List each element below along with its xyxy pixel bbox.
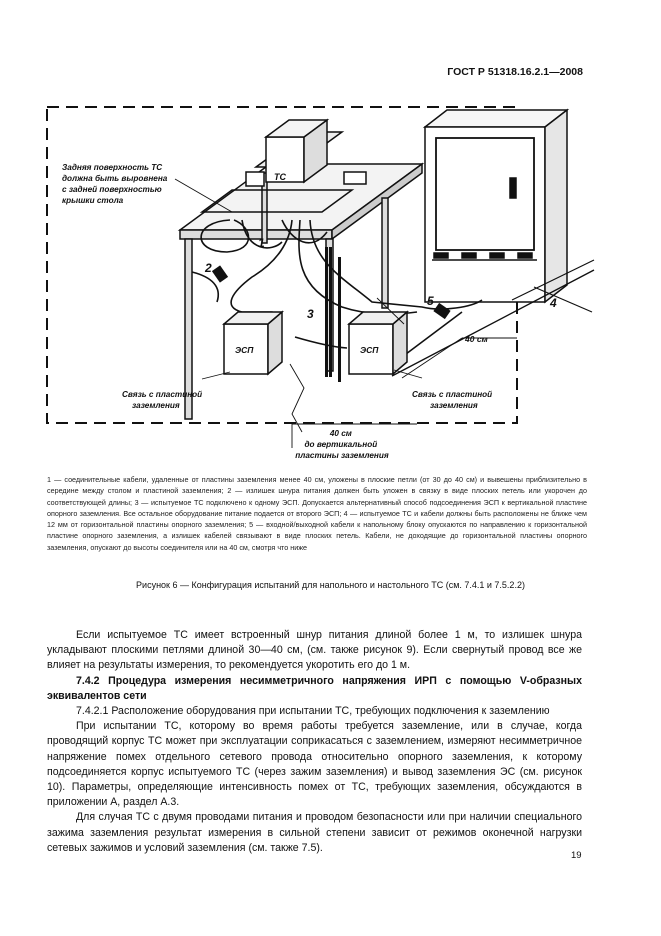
esp-right — [349, 312, 407, 374]
paragraph-2: 7.4.2.1 Расположение оборудования при испытании ТС, требующих подключения к заземлению — [76, 705, 550, 718]
dist-right-label: 40 см — [465, 334, 488, 344]
paragraph-1: Если испытуемое ТС имеет встроенный шнур питания длиной более 1 м, то излишек шнура укладывают плоскими петлями длиной 30—40 см, (см. также рисунок 9). Если свернутый провод все же влияет на результаты измерения, то рекомендуется укоротить его до 1 м. — [47, 629, 582, 672]
eut-label: ТС — [274, 172, 286, 182]
esp-left — [224, 312, 282, 374]
figure-title: Рисунок 6 — Конфигурация испытаний для напольного и настольного ТС (см. 7.4.1 и 7.5.2.2) — [136, 580, 525, 590]
document-header: ГОСТ Р 51318.16.2.1—2008 — [447, 66, 583, 78]
paragraph-3: При испытании ТС, которому во время работы требуется заземление, или в случае, когда проводящий корпус ТС может при эксплуатации соприкасаться с заземлением, измеряют несимметричное напряжение помех отдельного сетевого провода относительно опорного заземления, к которому подсоединяется корпус испытуемого ТС (через зажим заземления) и вывод заземления ЭС (см. рисунок 10). Параметры, определяющие интенсивность помех от ТС, требующих заземления, обсуждаются в приложении А, раздел А.3. — [47, 720, 582, 809]
page-number: 19 — [571, 850, 582, 861]
floor-cabinet — [425, 110, 567, 302]
figure-notes — [47, 474, 587, 553]
section-heading: 7.4.2 Процедура измерения несимметричного напряжения ИРП с помощью V-образных эквивалентов сети — [47, 674, 582, 702]
notes-text: 1 — соединительные кабели, удаленные от пластины заземления менее 40 см, уложены в плоские петли (от 30 до 40 см) и вывешены приблизительно в середине между столом и пластиной заземления; 2 — излишек шнура питания должен быть уложен в связку в виде плоских петель или укорочен до соответствующей длины; 3 — испытуемое ТС подключено к одному ЭСП. Допускается альтернативный способ подсоединения ЭСП к вертикальной пластине опорного заземления. Все остальное оборудование питание подается от второго ЭСП; 4 — испытуемое ТС и кабели должны быть расположены не ближе чем 12 мм от горизонтальной пластины опорного заземления; 5 — входной/выходной кабели к напольному блоку опускаются по направлению к горизонтальной пластине опорного заземления, а излишек кабелей связывают в виде плоских петель. Кабели, не доходящие до горизонтальной пластины опорного заземления, опускают до высоты соединителя или на 40 см, смотря что ниже — [47, 475, 587, 552]
label-5: 5 — [427, 294, 434, 308]
paragraph-4: Для случая ТС с двумя проводами питания и проводом безопасности или при наличии специального зажима заземления результат измерения в сильной степени зависит от режимов оконечной нагрузки сетевых зажимов и условий заземления (см. также 7.5). — [47, 811, 582, 854]
back-surface-note: Задняя поверхность ТС должна быть выровнена с задней поверхностью крышки стола — [62, 163, 168, 205]
label-2: 2 — [205, 261, 212, 275]
label-3: 3 — [307, 307, 314, 321]
label-4: 4 — [550, 296, 557, 310]
dist-bottom-label: 40 см до вертикальной пластины заземления — [295, 429, 389, 460]
label-1: 1 — [258, 236, 265, 250]
link-right-label: Связь с пластиной заземления — [412, 390, 493, 410]
main-text — [47, 628, 582, 856]
link-left-label: Связь с пластиной заземления — [122, 390, 203, 410]
test-setup-figure — [42, 102, 597, 464]
esp-left-label: ЭСП — [235, 345, 254, 355]
esp-right-label: ЭСП — [360, 345, 379, 355]
